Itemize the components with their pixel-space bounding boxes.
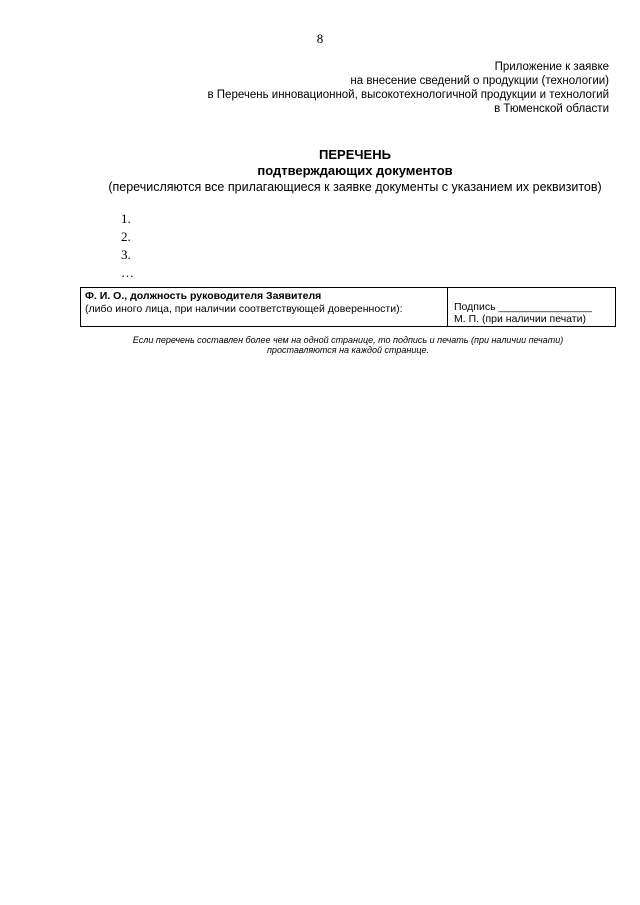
- footnote-line: проставляются на каждой странице.: [266, 345, 430, 355]
- appendix-line: на внесение сведений о продукции (технологии): [350, 75, 609, 87]
- seal-label: М. П. (при наличии печати): [454, 313, 586, 325]
- appendix-line: в Тюменской области: [494, 103, 609, 115]
- signature-label: Подпись ________________: [454, 301, 592, 313]
- appendix-line: в Перечень инновационной, высокотехнологичной продукции и технологий: [207, 89, 609, 101]
- list-item: 1.: [121, 211, 131, 226]
- footnote-line: Если перечень составлен более чем на одной странице, то подпись и печать (при наличии печати): [132, 335, 564, 345]
- page-number: 8: [316, 31, 324, 46]
- signature-table: [80, 287, 616, 327]
- list-item: 2.: [121, 229, 131, 244]
- list-item: 3.: [121, 247, 131, 262]
- list-item: …: [121, 265, 134, 280]
- title-subtitle: подтверждающих документов: [257, 163, 453, 178]
- documents-list: [121, 210, 134, 282]
- signer-title: Ф. И. О., должность руководителя Заявителя: [85, 290, 322, 302]
- signer-note: (либо иного лица, при наличии соответствующей доверенности):: [85, 303, 403, 315]
- title-main: ПЕРЕЧЕНЬ: [319, 147, 391, 162]
- title-description: (перечисляются все прилагающиеся к заявке документы с указанием их реквизитов): [108, 180, 602, 194]
- signer-cell: [81, 288, 448, 326]
- signature-cell: [448, 288, 615, 326]
- footnote: [80, 335, 616, 355]
- document-title: [60, 147, 640, 195]
- appendix-line: Приложение к заявке: [494, 61, 609, 73]
- appendix-header: [207, 60, 609, 116]
